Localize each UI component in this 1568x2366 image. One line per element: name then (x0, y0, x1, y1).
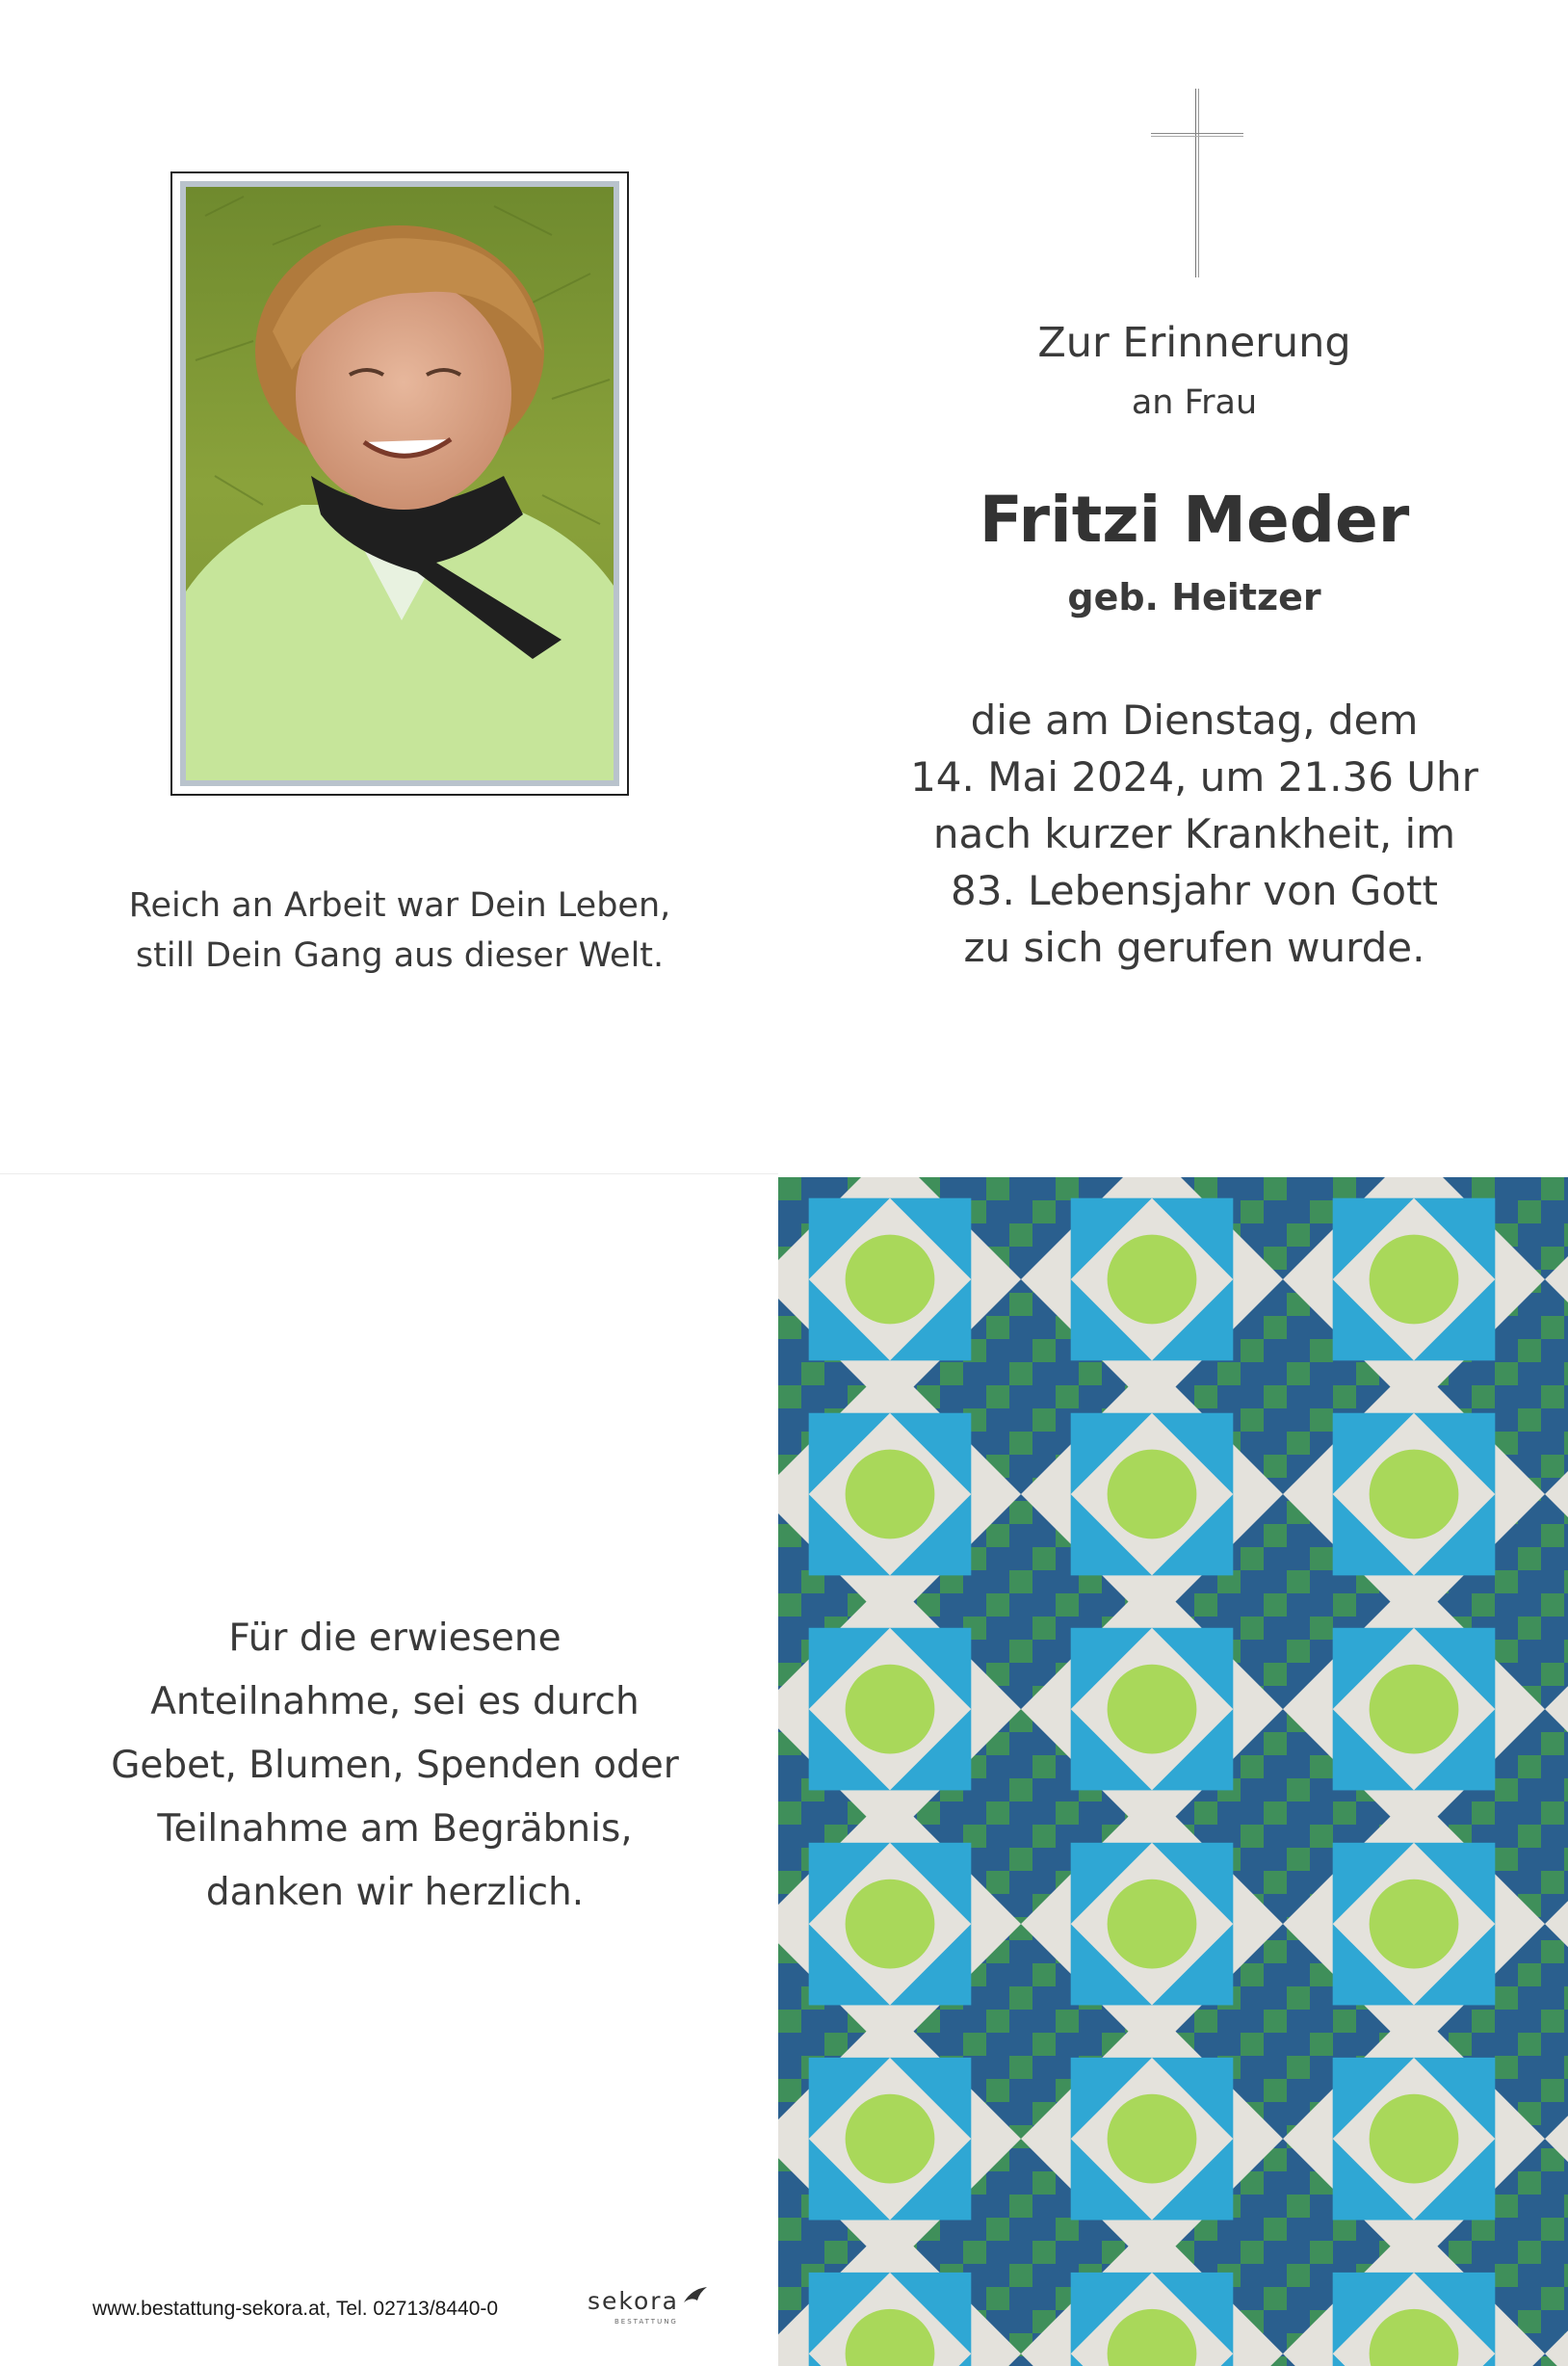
thanks-line: Teilnahme am Begräbnis, (157, 1807, 633, 1851)
maiden-name: geb. Heitzer (1067, 576, 1321, 618)
obituary-line: nach kurzer Krankheit, im (932, 810, 1456, 857)
obituary-line: die am Dienstag, dem (970, 697, 1419, 744)
fold-divider (0, 1173, 778, 1174)
deceased-name: Fritzi Meder (979, 483, 1410, 557)
salutation: an Frau (1131, 383, 1258, 422)
portrait-photo (180, 181, 619, 786)
thanks-text (77, 1607, 713, 1925)
bird-icon (682, 2285, 709, 2306)
obituary-line: 83. Lebensjahr von Gott (951, 867, 1438, 914)
portrait-frame (170, 171, 629, 796)
thanks-line: Für die erwiesene (228, 1617, 562, 1660)
obituary-line: 14. Mai 2024, um 21.36 Uhr (910, 753, 1478, 801)
motto-line: still Dein Gang aus dieser Welt. (135, 936, 665, 975)
memorial-heading: Zur Erinnerung (1037, 319, 1351, 367)
obituary-line: zu sich gerufen wurde. (963, 924, 1425, 971)
motto-line: Reich an Arbeit war Dein Leben, (128, 886, 671, 925)
thanks-line: Anteilnahme, sei es durch (150, 1680, 640, 1723)
logo-wordmark: sekora (588, 2287, 679, 2315)
funeral-home-logo (588, 2285, 713, 2335)
quilt-image (778, 1177, 1568, 2366)
funeral-home-contact: www.bestattung-sekora.at, Tel. 02713/8440-0 (92, 2298, 499, 2320)
obituary-text (848, 692, 1541, 976)
logo-subtext: BESTATTUNG (614, 2318, 678, 2326)
cross-icon (1151, 89, 1243, 277)
thanks-line: Gebet, Blumen, Spenden oder (111, 1744, 679, 1787)
memorial-motto (96, 881, 703, 981)
thanks-line: danken wir herzlich. (205, 1871, 585, 1914)
